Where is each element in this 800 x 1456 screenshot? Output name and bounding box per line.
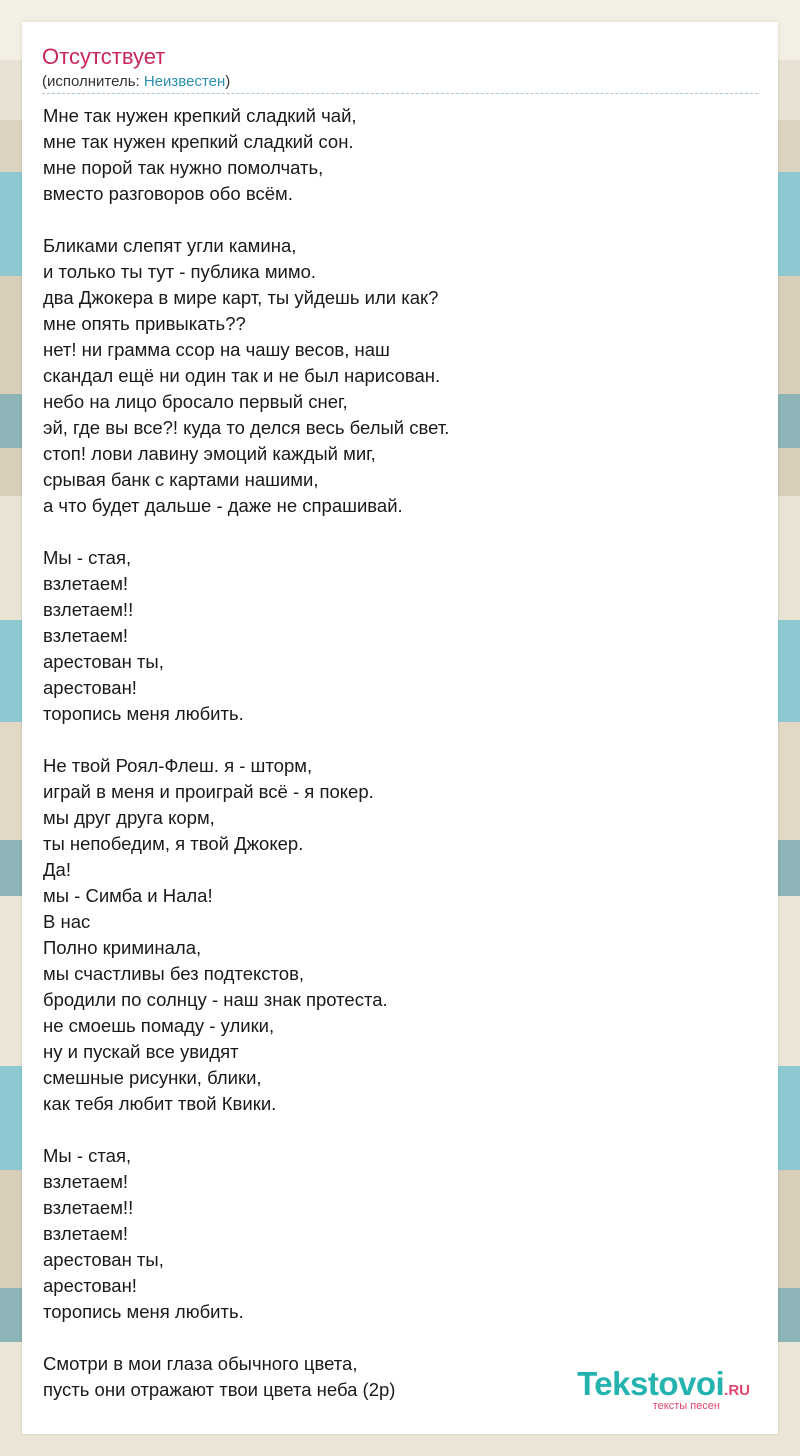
lyric-stanza-break — [43, 727, 763, 753]
logo-main-text: Tekstovoi — [577, 1365, 725, 1402]
artist-prefix: (исполнитель: — [42, 73, 144, 90]
lyric-line: а что будет дальше - даже не спрашивай. — [43, 495, 403, 516]
lyric-line: мы друг друга корм, — [43, 807, 215, 828]
lyric-line: срывая банк с картами нашими, — [43, 469, 319, 490]
lyric-line: играй в меня и проиграй всё - я покер. — [43, 781, 374, 802]
lyric-line: арестован! — [43, 1275, 137, 1296]
lyric-line: смешные рисунки, блики, — [43, 1067, 262, 1088]
logo-tld-text: .RU — [724, 1382, 750, 1399]
lyric-line: торопись меня любить. — [43, 703, 244, 724]
lyric-stanza-break — [43, 207, 763, 233]
lyric-line: В нас — [43, 911, 91, 932]
lyric-line: небо на лицо бросало первый снег, — [43, 391, 348, 412]
lyric-line: арестован! — [43, 677, 137, 698]
lyric-line: Смотри в мои глаза обычного цвета, — [43, 1353, 358, 1374]
lyric-line: арестован ты, — [43, 1249, 164, 1270]
lyric-line: мне порой так нужно помолчать, — [43, 157, 324, 178]
lyric-line: эй, где вы все?! куда то делся весь белый свет. — [43, 417, 450, 438]
lyric-line: пусть они отражают твои цвета неба (2р) — [43, 1379, 396, 1400]
lyric-line: стоп! лови лавину эмоций каждый миг, — [43, 443, 376, 464]
lyric-line: Не твой Роял-Флеш. я - шторм, — [43, 755, 313, 776]
lyric-line: Бликами слепят угли камина, — [43, 235, 297, 256]
lyric-line: арестован ты, — [43, 651, 164, 672]
lyric-line: и только ты тут - публика мимо. — [43, 261, 317, 282]
lyrics-card — [22, 22, 778, 1434]
lyric-line: Мы - стая, — [43, 1145, 132, 1166]
lyric-line: как тебя любит твой Квики. — [43, 1093, 277, 1114]
title-divider — [42, 93, 758, 94]
lyric-line: нет! ни грамма ссор на чашу весов, наш — [43, 339, 390, 360]
song-title: Отсутствует — [42, 44, 166, 69]
logo-tagline: тексты песен — [652, 1400, 720, 1412]
lyric-line: мне так нужен крепкий сладкий сон. — [43, 131, 354, 152]
lyric-line: взлетаем! — [43, 573, 129, 594]
lyric-line: Мне так нужен крепкий сладкий чай, — [43, 105, 357, 126]
lyric-line: мы счастливы без подтекстов, — [43, 963, 305, 984]
lyric-line: не смоешь помаду - улики, — [43, 1015, 275, 1036]
lyric-line: Мы - стая, — [43, 547, 132, 568]
lyrics-text — [43, 103, 763, 1403]
site-logo[interactable] — [577, 1367, 750, 1412]
lyric-stanza-break — [43, 519, 763, 545]
lyric-line: взлетаем! — [43, 625, 129, 646]
lyric-line: мне опять привыкать?? — [43, 313, 246, 334]
artist-link[interactable]: Неизвестен — [143, 73, 226, 90]
lyric-line: вместо разговоров обо всём. — [43, 183, 293, 204]
lyric-line: Да! — [43, 859, 71, 880]
lyric-line: бродили по солнцу - наш знак протеста. — [43, 989, 388, 1010]
lyric-stanza-break — [43, 1117, 763, 1143]
lyric-line: ну и пускай все увидят — [43, 1041, 239, 1062]
lyric-line: скандал ещё ни один так и не был нарисован. — [43, 365, 441, 386]
artist-line — [42, 73, 230, 91]
lyric-line: ты непобедим, я твой Джокер. — [43, 833, 304, 854]
lyric-line: Полно криминала, — [43, 937, 202, 958]
lyric-line: торопись меня любить. — [43, 1301, 244, 1322]
lyric-line: мы - Симба и Нала! — [43, 885, 213, 906]
lyric-line: взлетаем! — [43, 1171, 129, 1192]
lyric-line: взлетаем!! — [43, 599, 134, 620]
lyric-line: взлетаем! — [43, 1223, 129, 1244]
artist-suffix: ) — [225, 73, 231, 90]
lyric-line: взлетаем!! — [43, 1197, 134, 1218]
lyric-line: два Джокера в мире карт, ты уйдешь или как? — [43, 287, 439, 308]
lyric-stanza-break — [43, 1325, 763, 1351]
